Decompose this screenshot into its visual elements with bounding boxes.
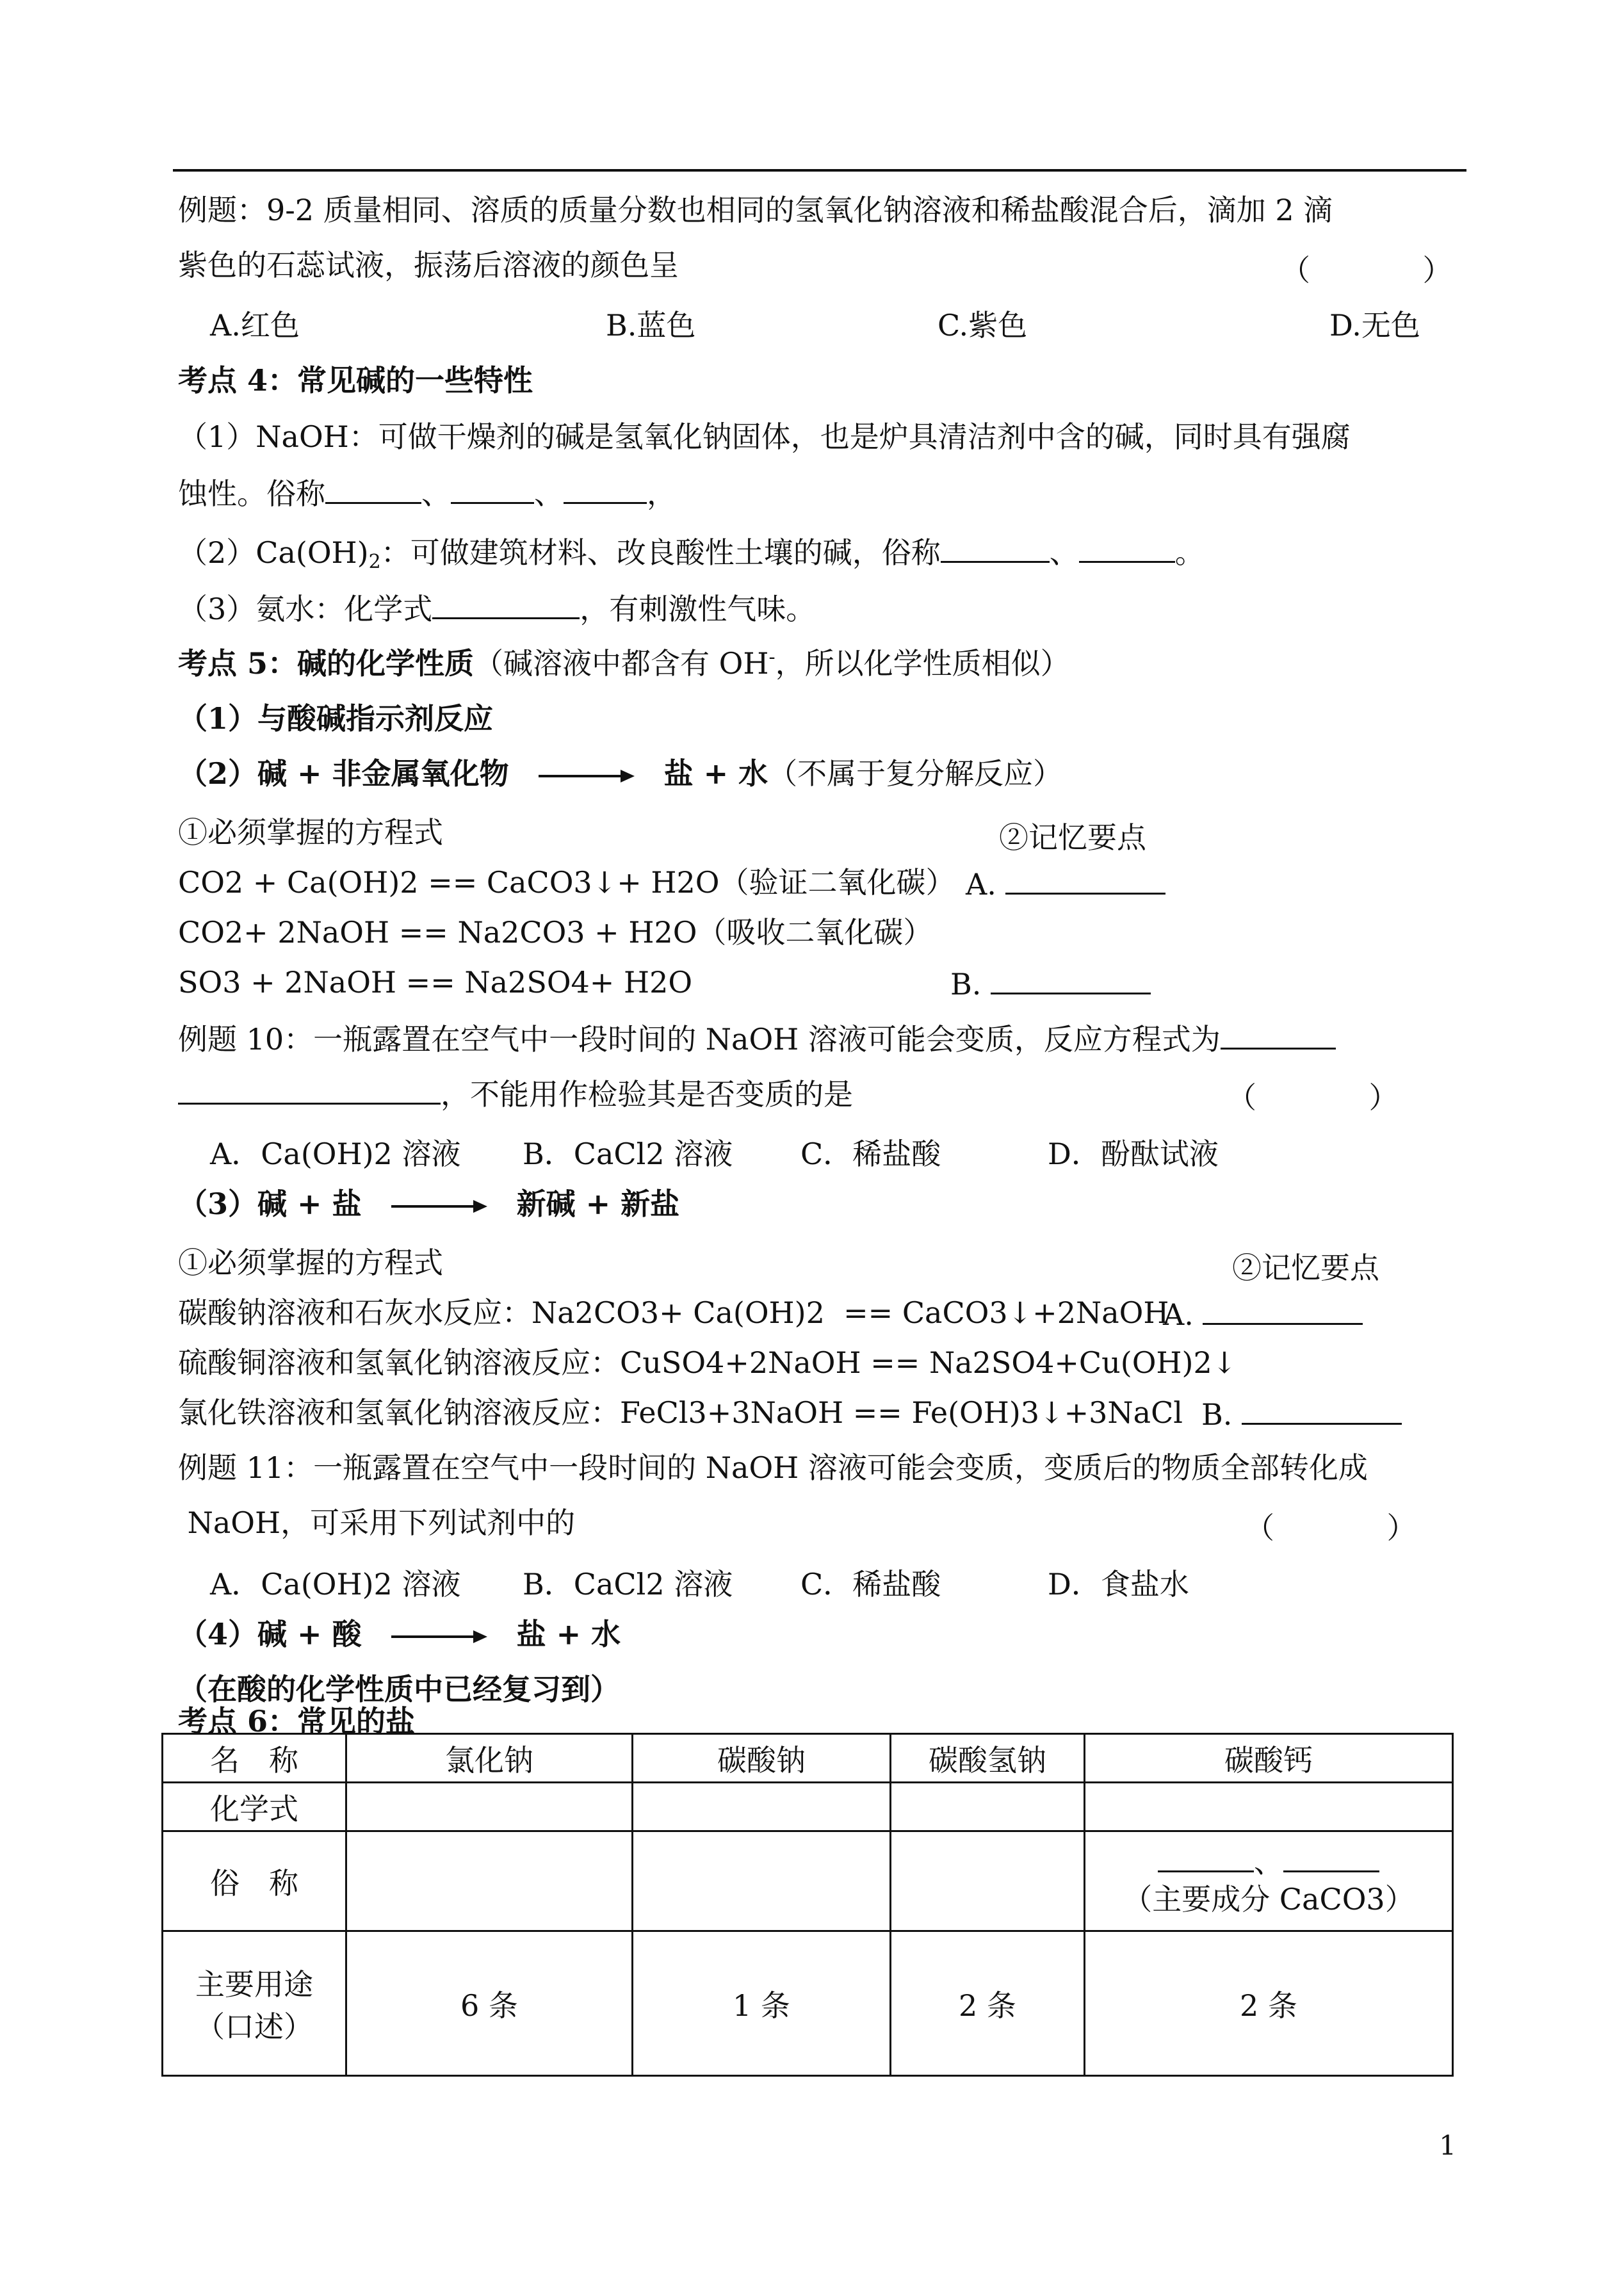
example-9-option-b: B.蓝色: [606, 308, 696, 343]
naoh-name-blank-3[interactable]: [564, 474, 647, 504]
kp5-eq3: SO3 + 2NaOH == Na2SO4+ H2O: [178, 965, 693, 1000]
s3-answer-b: B.: [1201, 1395, 1402, 1432]
kp5-answer-a: A.: [966, 864, 1165, 902]
example-9-option-a: A.红色: [210, 308, 300, 343]
cell-formula-na2co3[interactable]: [633, 1783, 891, 1831]
example-10-answer-paren[interactable]: （ ）: [1227, 1080, 1399, 1115]
example-10-line2: ，不能用作检验其是否变质的是: [178, 1075, 853, 1112]
example-9-option-d: D.无色: [1329, 308, 1420, 343]
header-sodium-chloride: 氯化钠: [346, 1734, 633, 1783]
kp5-title: 考点 5：碱的化学性质（碱溶液中都含有 OH-，所以化学性质相似）: [178, 646, 1070, 681]
s3-memory-label: ②记忆要点: [1232, 1251, 1379, 1285]
example-10-line1: 例题 10：一瓶露置在空气中一段时间的 NaOH 溶液可能会变质，反应方程式为: [178, 1019, 1336, 1057]
example-9-answer-paren[interactable]: （ ）: [1281, 253, 1452, 288]
header-calcium-carbonate: 碳酸钙: [1085, 1734, 1453, 1783]
naoh-name-blank-1[interactable]: [325, 474, 421, 504]
right-arrow-icon: [391, 1630, 487, 1643]
kp5-answer-b: B.: [950, 964, 1151, 1002]
cell-common-na2co3[interactable]: [633, 1831, 891, 1931]
kp5-answer-a-blank[interactable]: [1005, 864, 1165, 895]
cell-uses-nacl: 6 条: [346, 1931, 633, 2076]
salt-table: [161, 1733, 1454, 2077]
caoh-name-blank-2[interactable]: [1079, 533, 1175, 563]
example-11-option-a: A．Ca(OH)2 溶液: [210, 1567, 461, 1602]
example-10-equation-blank-2[interactable]: [178, 1075, 441, 1105]
kp5-item1: （1）与酸碱指示剂反应: [178, 701, 494, 736]
example-9-line2: 紫色的石蕊试液，振荡后溶液的颜色呈: [178, 248, 679, 282]
cell-formula-caco3[interactable]: [1085, 1783, 1453, 1831]
header-sodium-carbonate: 碳酸钠: [633, 1734, 891, 1783]
kp5-item3: （3）碱 + 盐 新碱 + 新盐: [178, 1187, 680, 1221]
caoh-name-blank-1[interactable]: [941, 533, 1050, 563]
kp5-must-label: ①必须掌握的方程式: [178, 815, 443, 850]
cell-uses-na2co3: 1 条: [633, 1931, 891, 2076]
example-10-equation-blank-1[interactable]: [1221, 1019, 1336, 1050]
caco3-name-blank-2[interactable]: [1283, 1847, 1379, 1872]
s3-eq1: 碳酸钠溶液和石灰水反应：Na2CO3+ Ca(OH)2 == CaCO3↓+2NaOH: [178, 1295, 1169, 1330]
cell-common-nacl[interactable]: [346, 1831, 633, 1931]
row-label-uses: 主要用途 （口述）: [163, 1931, 346, 2076]
cell-common-caco3: 、 （主要成分 CaCO3）: [1085, 1831, 1453, 1931]
table-row-uses: [163, 1931, 1453, 2076]
example-9-option-c: C.紫色: [938, 308, 1028, 343]
s4-note: （在酸的化学性质中已经复习到）: [178, 1672, 620, 1707]
example-10-option-b: B．CaCl2 溶液: [523, 1137, 733, 1171]
kp4-title: 考点 4：常见碱的一些特性: [178, 363, 533, 398]
table-row-common-name: [163, 1831, 1453, 1931]
kp5-item4: （4）碱 + 酸 盐 + 水: [178, 1617, 621, 1651]
table-row-formula: [163, 1783, 1453, 1831]
s3-must-label: ①必须掌握的方程式: [178, 1245, 443, 1280]
caco3-name-blank-1[interactable]: [1158, 1847, 1254, 1872]
kp5-eq1: CO2 + Ca(OH)2 == CaCO3↓+ H2O（验证二氧化碳）: [178, 865, 955, 900]
cell-formula-nahco3[interactable]: [891, 1783, 1085, 1831]
s3-answer-a-blank[interactable]: [1203, 1295, 1363, 1325]
header-sodium-bicarbonate: 碳酸氢钠: [891, 1734, 1085, 1783]
kp5-answer-b-blank[interactable]: [991, 964, 1151, 994]
header-rule: [173, 169, 1466, 172]
example-11-option-c: C．稀盐酸: [800, 1567, 941, 1602]
s3-eq2: 硫酸铜溶液和氢氧化钠溶液反应：CuSO4+2NaOH == Na2SO4+Cu(OH)2↓: [178, 1345, 1237, 1380]
kp4-naoh-line1: （1）NaOH：可做干燥剂的碱是氢氧化钠固体，也是炉具清洁剂中含的碱，同时具有强腐: [178, 419, 1351, 454]
example-11-line2: NaOH，可采用下列试剂中的: [178, 1505, 576, 1540]
cell-uses-nahco3: 2 条: [891, 1931, 1085, 2076]
example-11-line1: 例题 11：一瓶露置在空气中一段时间的 NaOH 溶液可能会变质，变质后的物质全部转化成: [178, 1450, 1368, 1485]
s3-answer-b-blank[interactable]: [1242, 1395, 1402, 1425]
table-header-row: [163, 1734, 1453, 1783]
cell-formula-nacl[interactable]: [346, 1783, 633, 1831]
ammonia-formula-blank[interactable]: [432, 589, 580, 619]
example-11-answer-paren[interactable]: （ ）: [1245, 1511, 1417, 1545]
example-11-option-d: D．食盐水: [1048, 1567, 1189, 1602]
kp4-caoh-line: $(2)Ca(OH)_2$：可做建筑材料、改良酸性土壤的碱，俗称 、 。: [178, 533, 1205, 571]
s3-eq3: 氯化铁溶液和氢氧化钠溶液反应：FeCl3+3NaOH == Fe(OH)3↓+3NaCl: [178, 1395, 1183, 1430]
kp4-naoh-line2: 蚀性。俗称 、 、 ，: [178, 474, 676, 512]
example-10-option-d: D．酚酞试液: [1048, 1137, 1219, 1171]
right-arrow-icon: [539, 770, 635, 783]
s3-answer-a: A.: [1163, 1295, 1363, 1332]
header-name: 名 称: [163, 1734, 346, 1783]
example-11-option-b: B．CaCl2 溶液: [523, 1567, 733, 1602]
naoh-name-blank-2[interactable]: [451, 474, 534, 504]
cell-uses-caco3: 2 条: [1085, 1931, 1453, 2076]
example-10-option-a: A．Ca(OH)2 溶液: [210, 1137, 461, 1171]
kp5-memory-label: ②记忆要点: [999, 820, 1146, 855]
example-9-line1: 例题：9-2 质量相同、溶质的质量分数也相同的氢氧化钠溶液和稀盐酸混合后，滴加 2 滴: [178, 193, 1333, 227]
example-10-option-c: C．稀盐酸: [800, 1137, 941, 1171]
row-label-formula: 化学式: [163, 1783, 346, 1831]
caco3-note: （主要成分 CaCO3）: [1123, 1881, 1415, 1917]
kp5-item2: （2）碱 + 非金属氧化物 盐 + 水（不属于复分解反应）: [178, 756, 1063, 791]
kp4-ammonia-line: （3）氨水：化学式 ，有刺激性气味。: [178, 589, 815, 627]
row-label-common-name: 俗 称: [163, 1831, 346, 1931]
kp5-eq2: CO2+ 2NaOH == Na2CO3 + H2O（吸收二氧化碳）: [178, 915, 933, 950]
cell-common-nahco3[interactable]: [891, 1831, 1085, 1931]
kp6-title: 考点 6：常见的盐: [178, 1704, 416, 1739]
right-arrow-icon: [391, 1200, 487, 1213]
page-number: 1: [1439, 2130, 1456, 2161]
